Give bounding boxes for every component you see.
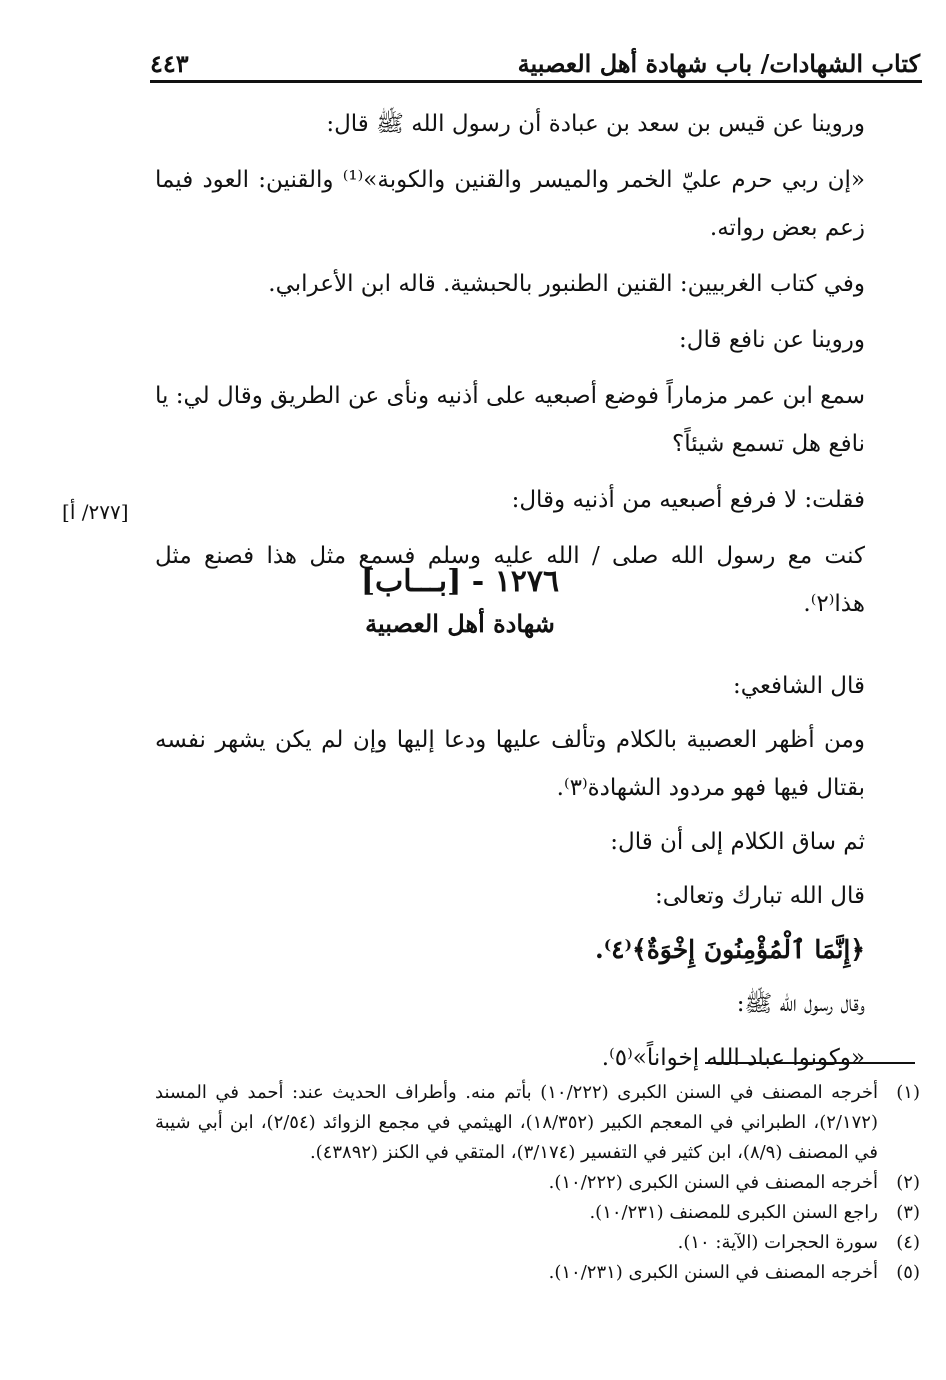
footnote-number: (٣)	[896, 1202, 920, 1223]
header-title: كتاب الشهادات/ باب شهادة أهل العصبية	[517, 49, 920, 78]
footnote-number: (٥)	[896, 1262, 920, 1283]
chapter-heading	[155, 560, 765, 644]
chapter-title: شهادة أهل العصبية	[365, 609, 555, 638]
paragraph: وروينا عن قيس بن سعد بن عبادة أن رسول الله ﷺ قال:	[326, 111, 865, 137]
paragraph: وقال رسول الله ﷺ:	[736, 991, 865, 1017]
footnotes	[155, 1078, 920, 1288]
paragraph: وفي كتاب الغربيين: القنين الطنبور بالحبشية. قاله ابن الأعرابي.	[268, 271, 865, 297]
paragraph: ومن أظهر العصبية بالكلام وتألف عليها ودعا إليها وإن لم يكن يشهر نفسه بقتال فيها فهو مردود الشهادة⁽٣⁾.	[155, 727, 865, 801]
paragraph: كنت مع رسول الله صلى / الله عليه وسلم فسمع مثل هذا فصنع مثل هذا⁽٢⁾.	[155, 543, 865, 617]
footnote-text: راجع السنن الكبرى للمصنف (١٠/٢٣١).	[589, 1202, 878, 1223]
footnote-text: أخرجه المصنف في السنن الكبرى (١٠/٢٢٢) بأتم منه. وأطراف الحديث عند: أحمد في المسند (٢/١٧٢)، الطبراني في المعجم الكبير (١٨/٣٥٢)، الهيثمي في مجمع الزوائد (٢/٥٤)، ابن أبي شيبة في المصنف (٨/٩)، ابن كثير في التفسير (٣/١٧٤)، المتقي في الكنز (٤٣٨٩٢).	[155, 1082, 878, 1163]
footnote-text: سورة الحجرات (الآية: ١٠).	[677, 1232, 878, 1253]
paragraph: ثم ساق الكلام إلى أن قال:	[610, 829, 865, 855]
body-text-top	[155, 100, 865, 636]
paragraph: قال الله تبارك وتعالى:	[655, 883, 865, 909]
footnote	[155, 1198, 920, 1228]
header-rule	[150, 80, 922, 83]
footnote-text: أخرجه المصنف في السنن الكبرى (١٠/٢٢٢).	[548, 1172, 878, 1193]
footnote	[155, 1258, 920, 1288]
footnote-separator	[705, 1062, 915, 1064]
paragraph: «وكونوا عباد الله إخواناً»⁽٥⁾.	[601, 1045, 865, 1071]
paragraph: فقلت: لا فرفع أصبعيه من أذنيه وقال:	[511, 487, 865, 513]
chapter-number: ١٢٧٦ - [بـــاب]	[360, 564, 560, 599]
footnote	[155, 1168, 920, 1198]
footnote-text: أخرجه المصنف في السنن الكبرى (١٠/٢٣١).	[548, 1262, 878, 1283]
running-header	[150, 38, 920, 78]
footnote	[155, 1228, 920, 1258]
footnote-number: (١)	[896, 1082, 920, 1103]
body-text-bottom	[155, 662, 865, 1088]
footnote-number: (٢)	[896, 1172, 920, 1193]
manuscript-folio-marker: [٢٧٧/ أ]	[62, 500, 129, 524]
paragraph: وروينا عن نافع قال:	[679, 327, 865, 353]
page-number: ٤٤٣	[150, 49, 189, 78]
footnote-number: (٤)	[896, 1232, 920, 1253]
paragraph: «إن ربي حرم عليّ الخمر والميسر والقنين والكوبة»⁽¹⁾ والقنين: العود فيما زعم بعض رواته.	[155, 167, 866, 241]
footnote	[155, 1078, 920, 1168]
paragraph: سمع ابن عمر مزماراً فوضع أصبعيه على أذنيه ونأى عن الطريق وقال لي: يا نافع هل تسمع شيئاً؟	[155, 383, 865, 457]
quran-verse: ﴿إِنَّمَا ٱلْمُؤْمِنُونَ إِخْوَةٌ﴾⁽٤⁾.	[595, 935, 865, 964]
paragraph: قال الشافعي:	[733, 673, 865, 699]
